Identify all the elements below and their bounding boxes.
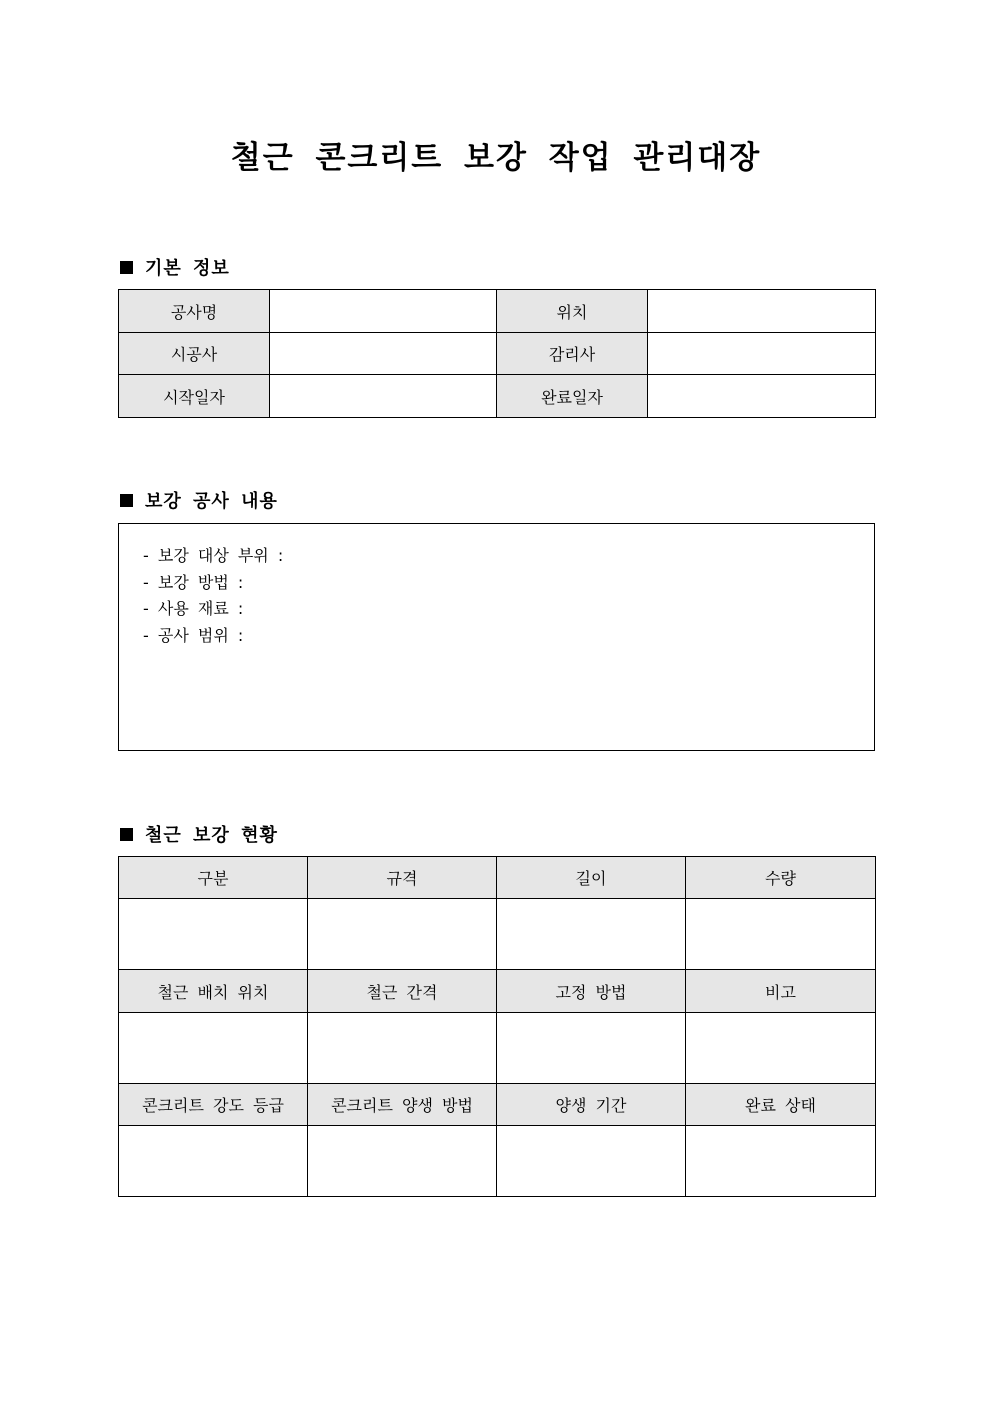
table-cell-empty[interactable] — [686, 1013, 876, 1084]
contractor-field[interactable] — [270, 333, 497, 375]
table-row — [119, 333, 876, 375]
column-header: 규격 — [308, 857, 497, 899]
section-heading-label: 기본 정보 — [145, 258, 230, 279]
column-header: 비고 — [686, 970, 876, 1013]
work-content-lines — [143, 543, 283, 650]
work-content-line-method: - 보강 방법 : — [143, 572, 244, 592]
label-cell: 감리사 — [497, 333, 648, 375]
table-cell-empty[interactable] — [497, 1013, 686, 1084]
column-header: 고정 방법 — [497, 970, 686, 1013]
table-cell-empty[interactable] — [119, 899, 308, 970]
table-cell-empty[interactable] — [308, 1126, 497, 1197]
work-content-line-scope: - 공사 범위 : — [143, 626, 244, 646]
table-row — [119, 1013, 876, 1084]
table-cell-empty[interactable] — [119, 1126, 308, 1197]
label-cell: 완료일자 — [497, 375, 648, 418]
label-cell: 시공사 — [119, 333, 270, 375]
column-header: 콘크리트 양생 방법 — [308, 1084, 497, 1126]
table-cell-empty[interactable] — [119, 1013, 308, 1084]
table-row — [119, 290, 876, 333]
table-header-row — [119, 1084, 876, 1126]
table-cell-empty[interactable] — [497, 899, 686, 970]
work-content-box[interactable] — [118, 523, 875, 751]
table-cell-empty[interactable] — [686, 899, 876, 970]
table-header-row — [119, 857, 876, 899]
column-header: 구분 — [119, 857, 308, 899]
label-cell: 시작일자 — [119, 375, 270, 418]
table-row — [119, 375, 876, 418]
column-header: 철근 배치 위치 — [119, 970, 308, 1013]
start-date-field[interactable] — [270, 375, 497, 418]
work-content-line-target: - 보강 대상 부위 : — [143, 546, 284, 565]
location-field[interactable] — [648, 290, 876, 333]
column-header: 양생 기간 — [497, 1084, 686, 1126]
column-header: 콘크리트 강도 등급 — [119, 1084, 308, 1126]
rebar-status-table — [118, 856, 876, 1197]
column-header: 철근 간격 — [308, 970, 497, 1013]
label-cell: 공사명 — [119, 290, 270, 333]
section-heading-basic-info — [118, 254, 230, 280]
square-bullet-icon — [120, 494, 133, 507]
table-cell-empty[interactable] — [686, 1126, 876, 1197]
table-cell-empty[interactable] — [497, 1126, 686, 1197]
label-cell: 위치 — [497, 290, 648, 333]
section-heading-rebar-status — [118, 821, 278, 847]
column-header: 수량 — [686, 857, 876, 899]
column-header: 길이 — [497, 857, 686, 899]
section-heading-label: 철근 보강 현황 — [145, 825, 278, 846]
table-header-row — [119, 970, 876, 1013]
section-heading-label: 보강 공사 내용 — [145, 491, 278, 512]
table-row — [119, 1126, 876, 1197]
section-heading-work-content — [118, 487, 278, 513]
project-name-field[interactable] — [270, 290, 497, 333]
work-content-line-material: - 사용 재료 : — [143, 599, 244, 619]
supervisor-field[interactable] — [648, 333, 876, 375]
column-header: 완료 상태 — [686, 1084, 876, 1126]
table-row — [119, 899, 876, 970]
table-cell-empty[interactable] — [308, 899, 497, 970]
end-date-field[interactable] — [648, 375, 876, 418]
basic-info-table — [118, 289, 876, 418]
square-bullet-icon — [120, 828, 133, 841]
document-title: 철근 콘크리트 보강 작업 관리대장 — [230, 140, 762, 176]
table-cell-empty[interactable] — [308, 1013, 497, 1084]
square-bullet-icon — [120, 261, 133, 274]
